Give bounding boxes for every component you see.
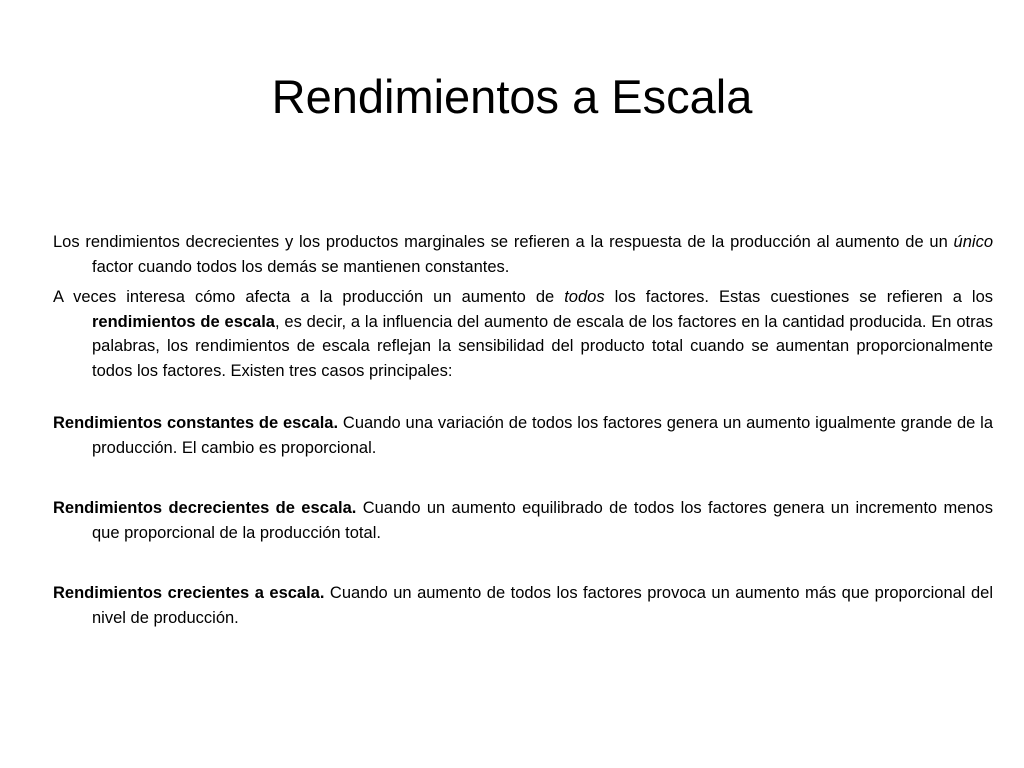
paragraph-returns-to-scale-intro (53, 285, 993, 383)
paragraph-text: Los rendimientos decrecientes y los productos marginales se refieren a la respuesta de la producción al aumento de un (53, 233, 954, 251)
strong-text: rendimientos de escala (92, 312, 275, 331)
slide-body (53, 230, 993, 630)
emphasis-text: único (953, 233, 993, 251)
term-label: Rendimientos constantes de escala. (53, 414, 339, 432)
emphasis-text: todos (564, 288, 605, 306)
paragraph-text: los factores. Estas cuestiones se refieren a los (604, 288, 993, 306)
term-label: Rendimientos crecientes a escala. (53, 584, 325, 602)
paragraph-constant-returns (53, 411, 993, 460)
paragraph-text: Cuando un aumento equilibrado de todos los factores genera un incremento menos que proporcional de la producción total. (92, 499, 993, 542)
paragraph-text: Cuando un aumento de todos los factores provoca un aumento más que proporcional del nivel de producción. (92, 584, 993, 627)
slide-title: Rendimientos a Escala (271, 70, 753, 123)
paragraph-text: , es decir, a la influencia del aumento de escala de los factores en la cantidad producida. En otras palabras, los rendimientos de escala reflejan la sensibilidad del producto total cuando se aumentan proporcionalmente todos los factores. Existen tres casos principales: (92, 312, 993, 380)
paragraph-text: A veces interesa cómo afecta a la producción un aumento de (53, 288, 565, 306)
paragraph-increasing-returns (53, 581, 993, 630)
paragraph-diminishing-returns (53, 230, 993, 279)
paragraph-text: factor cuando todos los demás se mantienen constantes. (92, 257, 510, 276)
paragraph-decreasing-returns (53, 496, 993, 545)
term-label: Rendimientos decrecientes de escala. (53, 499, 357, 517)
paragraph-text: Cuando una variación de todos los factores genera un aumento igualmente grande de la producción. El cambio es proporcional. (92, 414, 994, 457)
